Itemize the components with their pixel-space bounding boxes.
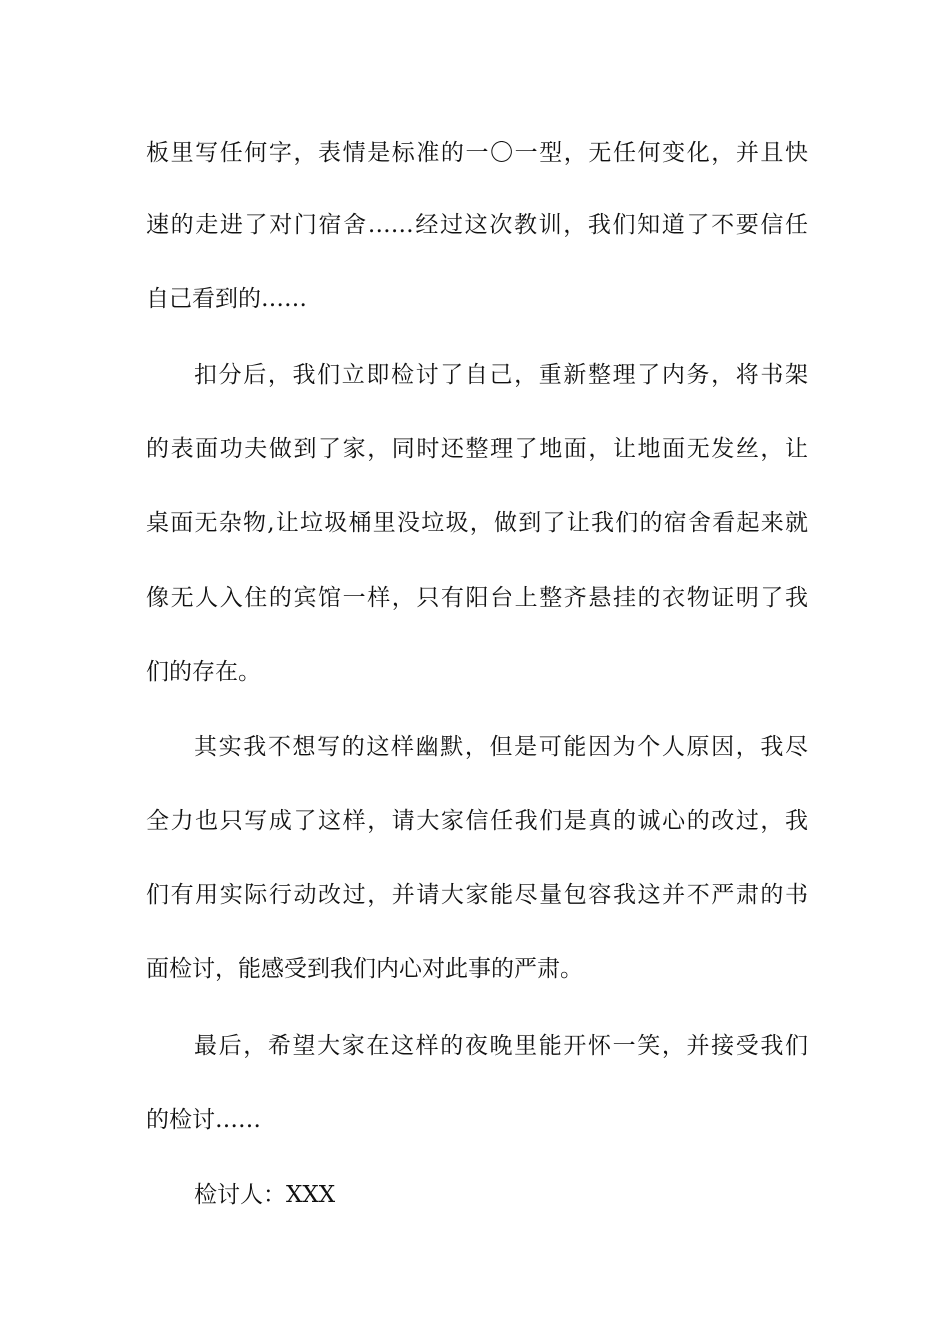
paragraph-1-line-3: 自己看到的…… <box>146 286 307 312</box>
paragraph-2-line-2: 的表面功夫做到了家，同时还整理了地面，让地面无发丝，让 <box>146 436 808 462</box>
paragraph-2-line-5: 们的存在。 <box>146 659 261 685</box>
paragraph-3-line-2: 全力也只写成了这样，请大家信任我们是真的诚心的改过，我 <box>146 808 808 834</box>
paragraph-1-line-2: 速的走进了对门宿舍……经过这次教训，我们知道了不要信任 <box>146 212 808 238</box>
paragraph-2-line-1: 扣分后，我们立即检讨了自己，重新整理了内务，将书架 <box>194 362 808 388</box>
paragraph-2-line-4: 像无人入住的宾馆一样，只有阳台上整齐悬挂的衣物证明了我 <box>146 585 808 611</box>
paragraph-2-line-3: 桌面无杂物,让垃圾桶里没垃圾，做到了让我们的宿舍看起来就 <box>146 510 808 536</box>
paragraph-4-line-1: 最后，希望大家在这样的夜晚里能开怀一笑，并接受我们 <box>194 1033 808 1059</box>
paragraph-3-line-3: 们有用实际行动改过，并请大家能尽量包容我这并不严肃的书 <box>146 882 808 908</box>
signature-line: 检讨人：XXX <box>194 1182 336 1208</box>
paragraph-3-line-1: 其实我不想写的这样幽默，但是可能因为个人原因，我尽 <box>194 734 808 760</box>
paragraph-3-line-4: 面检讨，能感受到我们内心对此事的严肃。 <box>146 956 583 982</box>
paragraph-4-line-2: 的检讨…… <box>146 1107 261 1133</box>
paragraph-1-line-1: 板里写任何字，表情是标准的一〇一型，无任何变化，并且快 <box>146 140 808 166</box>
